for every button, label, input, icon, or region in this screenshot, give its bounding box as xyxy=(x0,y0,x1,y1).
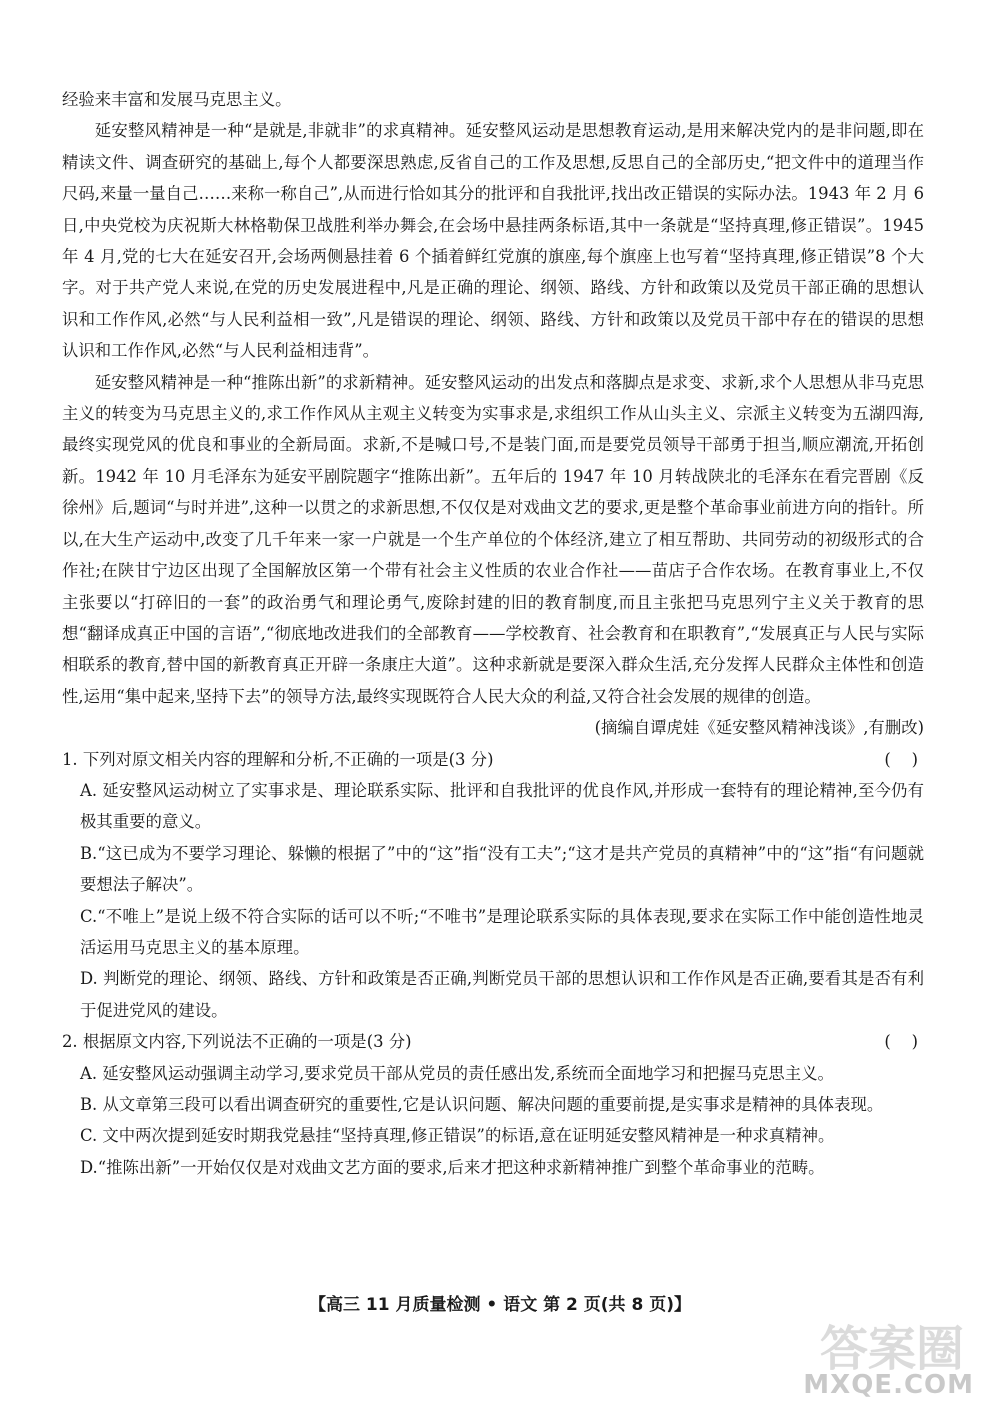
watermark-logo: 答案圈 xyxy=(819,1321,964,1377)
passage-paragraph-1: 延安整风精神是一种“是就是,非就非”的求真精神。延安整风运动是思想教育运动,是用来解决党内的是非问题,即在精读文件、调查研究的基础上,每个人都要深思熟虑,反省自己的工作及思想,反思自己的全部历史,“把文件中的道理当作尺码,来量一量自己……来称一称自己”,从而进行恰如其分的批评和自我批评,找出改正错误的实际办法。1943 年 2 月 6 日,中央党校为庆祝斯大林格勒保卫战胜利举办舞会,在会场中悬挂两条标语,其中一条就是“坚持真理,修正错误”。1945 年 4 月,党的七大在延安召开,会场两侧悬挂着 6 个插着鲜红党旗的旗座,每个旗座上也写着“坚持真理,修正错误”8 个大字。对于共产党人来说,在党的历史发展进程中,凡是正确的理论、纲领、路线、方针和政策以及党员干部正确的思想认识和工作作风,必然“与人民利益相一致”,凡是错误的理论、纲领、路线、方针和政策以及党员干部中存在的错误的思想认识和工作作风,必然“与人民利益相违背”。 xyxy=(62,121,924,361)
question-1-option-b: B.“这已成为不要学习理论、躲懒的根据了”中的“这”指“没有工夫”;“这才是共产党员的真精神”中的“这”指“有问题就要想法子解决”。 xyxy=(80,843,924,895)
question-2-option-d: D.“推陈出新”一开始仅仅是对戏曲文艺方面的要求,后来才把这种求新精神推广到整个革命事业的范畴。 xyxy=(80,1157,825,1177)
question-1-answer-blank: ( ) xyxy=(884,749,918,769)
passage-source: (摘编自谭虎娃《延安整风精神浅谈》,有删改) xyxy=(594,718,924,738)
page-footer: 【高三 11 月质量检测 • 语文 第 2 页(共 8 页)】 xyxy=(309,1295,691,1315)
question-2-answer-blank: ( ) xyxy=(884,1032,918,1052)
question-2 xyxy=(62,1026,924,1183)
question-1 xyxy=(62,744,924,1027)
question-1-option-a: A. 延安整风运动树立了实事求是、理论联系实际、批评和自我批评的优良作风,并形成一套特有的理论精神,至今仍有极其重要的意义。 xyxy=(80,780,924,832)
watermark xyxy=(804,1310,974,1400)
question-2-stem: 2. 根据原文内容,下列说法不正确的一项是(3 分) xyxy=(62,1032,412,1052)
question-1-option-c: C.“不唯上”是说上级不符合实际的话可以不听;“不唯书”是理论联系实际的具体表现,要求在实际工作中能创造性地灵活运用马克思主义的基本原理。 xyxy=(80,906,924,957)
watermark-text: MXQE.COM xyxy=(803,1370,974,1400)
question-1-stem: 1. 下列对原文相关内容的理解和分析,不正确的一项是(3 分) xyxy=(62,749,494,769)
passage-paragraph-0: 经验来丰富和发展马克思主义。 xyxy=(62,90,292,109)
passage-paragraph-2: 延安整风精神是一种“推陈出新”的求新精神。延安整风运动的出发点和落脚点是求变、求新,求个人思想从非马克思主义的转变为马克思主义的,求工作作风从主观主义转变为实事求是,求组织工作从山头主义、宗派主义转变为五湖四海,最终实现党风的优良和事业的全新局面。求新,不是喊口号,不是装门面,而是要党员领导干部勇于担当,顺应潮流,开拓创新。1942 年 10 月毛泽东为延安平剧院题字“推陈出新”。五年后的 1947 年 10 月转战陕北的毛泽东在看完晋剧《反徐州》后,题词“与时并进”,这种一以贯之的求新思想,不仅仅是对戏曲文艺的要求,更是整个革命事业前进方向的指针。所以,在大生产运动中,改变了几千年来一家一户就是一个生产单位的个体经济,建立了相互帮助、共同劳动的初级形式的合作社;在陕甘宁边区出现了全国解放区第一个带有社会主义性质的农业合作社——苗店子合作农场。在教育事业上,不仅主张要以“打碎旧的一套”的政治勇气和理论勇气,废除封建的旧的教育制度,而且主张把马克思列宁主义关于教育的思想“翻译成真正中国的言语”,“彻底地改进我们的全部教育——学校教育、社会教育和在职教育”,“发展真正与人民与实际相联系的教育,替中国的新教育真正开辟一条康庄大道”。这种求新就是要深入群众生活,充分发挥人民群众主体性和创造性,运用“集中起来,坚持下去”的领导方法,最终实现既符合人民大众的利益,又符合社会发展的规律的创造。 xyxy=(62,372,924,706)
question-2-option-b: B. 从文章第三段可以看出调查研究的重要性,它是认识问题、解决问题的重要前提,是实事求是精神的具体表现。 xyxy=(80,1095,884,1114)
question-2-option-a: A. 延安整风运动强调主动学习,要求党员干部从党员的责任感出发,系统而全面地学习和把握马克思主义。 xyxy=(80,1063,834,1083)
exam-page xyxy=(62,84,924,1183)
question-1-option-d: D. 判断党的理论、纲领、路线、方针和政策是否正确,判断党员干部的思想认识和工作作风是否正确,要看其是否有利于促进党风的建设。 xyxy=(80,969,924,1020)
question-2-option-c: C. 文中两次提到延安时期我党悬挂“坚持真理,修正错误”的标语,意在证明延安整风精神是一种求真精神。 xyxy=(80,1126,835,1146)
